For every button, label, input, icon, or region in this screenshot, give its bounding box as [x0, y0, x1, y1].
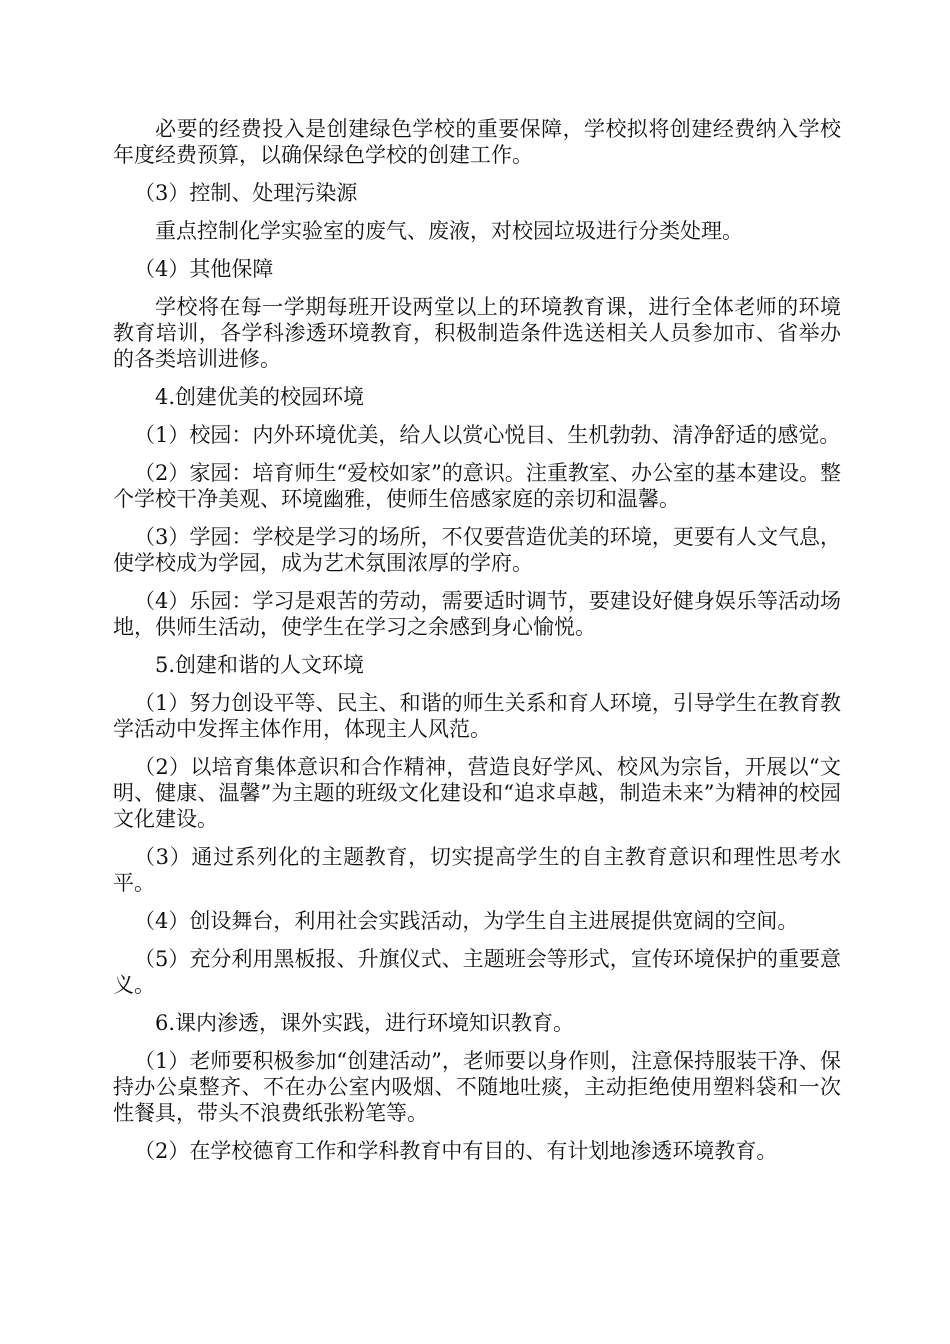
document-body [113, 116, 841, 1176]
paragraph-learning-garden: （3）学园：学校是学习的场所，不仅要营造优美的环境，更要有人文气息，使学校成为学园，成为艺术氛围浓厚的学府。 [113, 525, 841, 575]
section-heading-environmental-education: 6.课内渗透，课外实践，进行环境知识教育。 [155, 1011, 575, 1035]
paragraph-humanistic-3: （3）通过系列化的主题教育，切实提高学生的自主教育意识和理性思考水平。 [113, 845, 841, 895]
paragraph-education-1: （1）老师要积极参加“创建活动”，老师要以身作则，注意保持服装干净、保持办公桌整齐、不在办公室内吸烟、不随地吐痰，主动拒绝使用塑料袋和一次性餐具，带头不浪费纸张粉笔等。 [113, 1049, 841, 1125]
paragraph-funding: 必要的经费投入是创建绿色学校的重要保障，学校拟将创建经费纳入学校年度经费预算，以确保绿色学校的创建工作。 [113, 117, 841, 167]
section-heading-campus-environment: 4.创建优美的校园环境 [155, 385, 365, 409]
paragraph-paradise: （4）乐园：学习是艰苦的劳动，需要适时调节，要建设好健身娱乐等活动场地，供师生活动，使学生在学习之余感到身心愉悦。 [113, 589, 841, 639]
section-heading-humanistic-environment: 5.创建和谐的人文环境 [155, 653, 365, 677]
paragraph-humanistic-5: （5）充分利用黑板报、升旗仪式、主题班会等形式，宣传环境保护的重要意义。 [113, 947, 841, 997]
paragraph-education-2: （2）在学校德育工作和学科教育中有目的、有计划地渗透环境教育。 [134, 1139, 778, 1163]
paragraph-home: （2）家园：培育师生“爱校如家”的意识。注重教室、办公室的基本建设。整个学校干净美观、环境幽雅，使师生倍感家庭的亲切和温馨。 [113, 461, 841, 511]
paragraph-humanistic-1: （1）努力创设平等、民主、和谐的师生关系和育人环境，引导学生在教育教学活动中发挥主体作用，体现主人风范。 [113, 691, 841, 741]
paragraph-other-guarantees: 学校将在每一学期每班开设两堂以上的环境教育课，进行全体老师的环境教育培训，各学科渗透环境教育，积极制造条件选送相关人员参加市、省举办的各类培训进修。 [113, 295, 841, 371]
heading-other-guarantees: （4）其他保障 [134, 257, 274, 281]
paragraph-humanistic-4: （4）创设舞台，利用社会实践活动，为学生自主进展提供宽阔的空间。 [134, 909, 799, 933]
heading-pollution-control: （3）控制、处理污染源 [134, 181, 358, 205]
paragraph-campus: （1）校园：内外环境优美，给人以赏心悦目、生机勃勃、清净舒适的感觉。 [134, 423, 841, 447]
paragraph-pollution-control: 重点控制化学实验室的废气、废液，对校园垃圾进行分类处理。 [155, 219, 743, 243]
paragraph-humanistic-2: （2）以培育集体意识和合作精神，营造良好学风、校风为宗旨，开展以“文明、健康、温馨”为主题的班级文化建设和“追求卓越，制造未来”为精神的校园文化建设。 [113, 755, 841, 831]
